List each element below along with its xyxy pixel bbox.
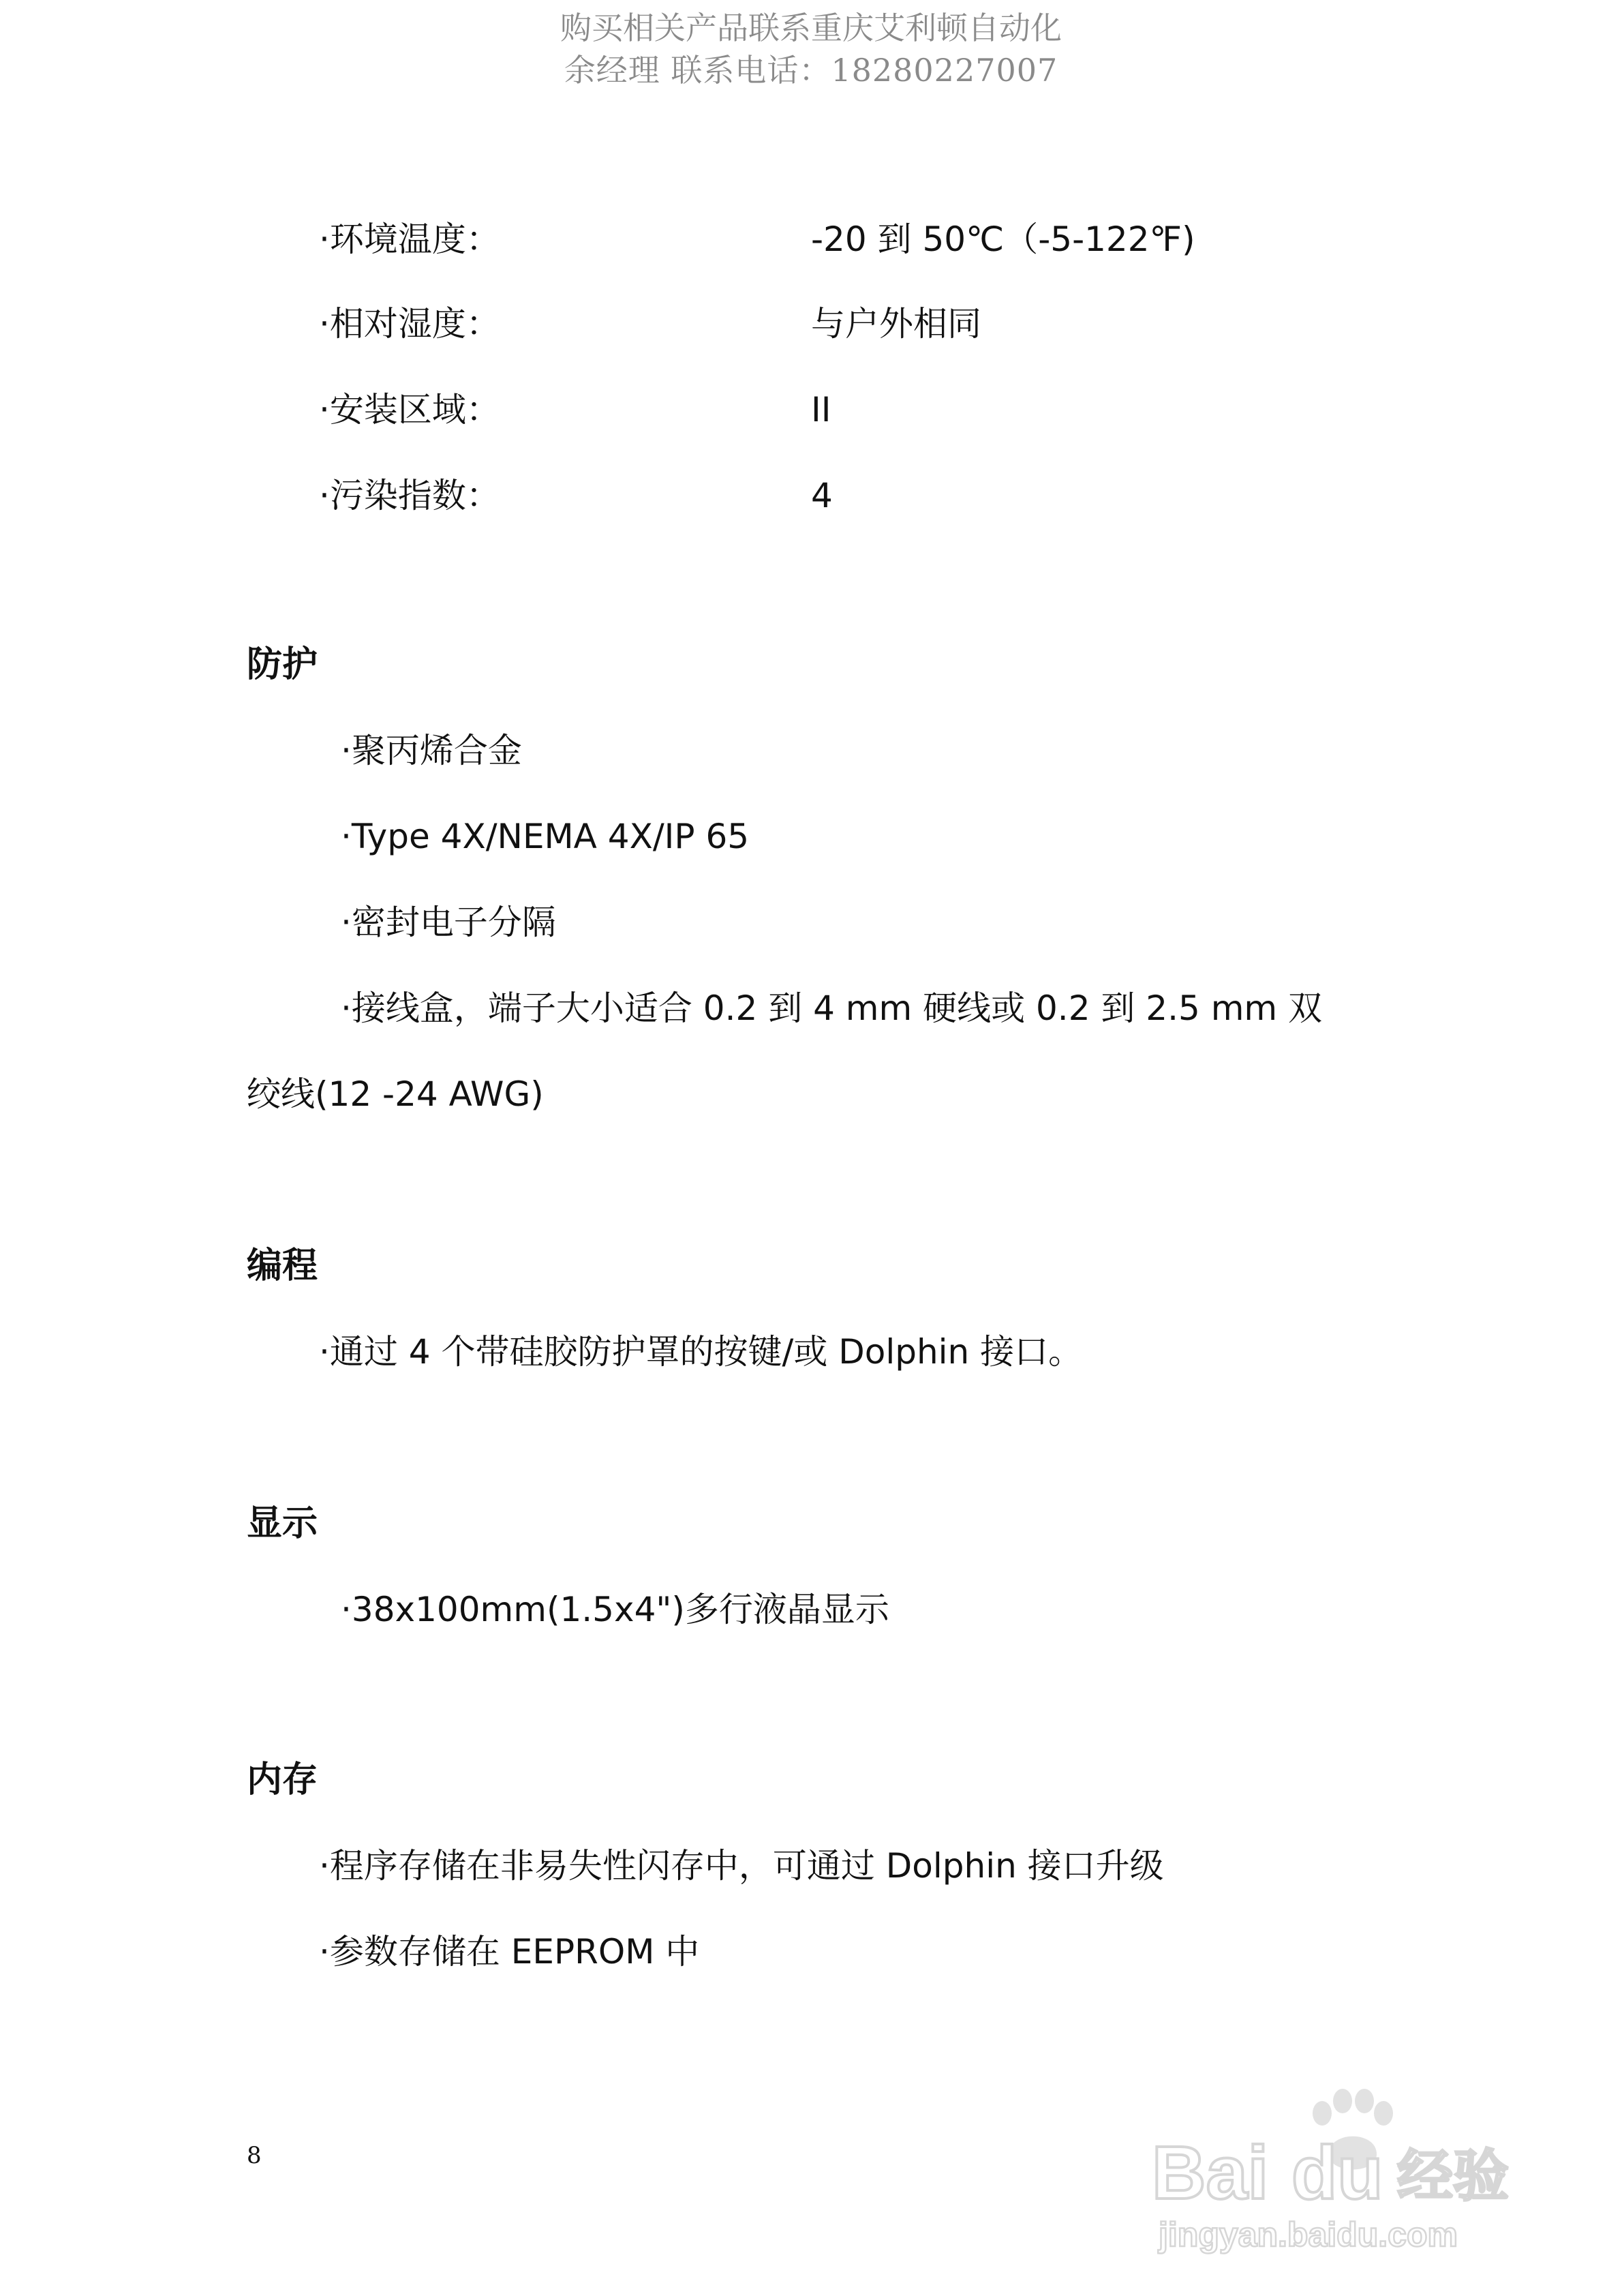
protection-item: ·Type 4X/NEMA 4X/IP 65 — [341, 817, 750, 856]
spec-label-pollution-degree: ·污染指数： — [319, 476, 500, 515]
page-number: 8 — [247, 2142, 262, 2169]
spec-value-ambient-temperature: -20 到 50℃（-5-122℉) — [811, 220, 1195, 259]
display-item: ·38x100mm(1.5x4")多行液晶显示 — [341, 1590, 889, 1629]
watermark-url: jingyan.baidu.com — [1159, 2216, 1458, 2254]
memory-item: ·参数存储在 EEPROM 中 — [319, 1932, 700, 1972]
svg-text:Bai: Bai — [1152, 2131, 1269, 2215]
section-heading-programming: 编程 — [247, 1245, 318, 1286]
baidu-logo-text — [1152, 2131, 1383, 2215]
memory-item: ·程序存储在非易失性闪存中，可通过 Dolphin 接口升级 — [319, 1846, 1164, 1886]
jingyan-logo-text: 经验 — [1397, 2144, 1510, 2209]
header-line-2: 余经理 联系电话：18280227007 — [564, 52, 1058, 89]
protection-item: ·聚丙烯合金 — [341, 731, 522, 770]
protection-item: ·密封电子分隔 — [341, 903, 556, 942]
section-heading-display: 显示 — [247, 1503, 318, 1544]
header-line-1: 购买相关产品联系重庆艾利顿自动化 — [560, 10, 1062, 46]
baidu-jingyan-watermark — [1152, 2072, 1533, 2256]
spec-value-installation-category: II — [811, 390, 831, 429]
programming-item: ·通过 4 个带硅胶防护罩的按键/或 Dolphin 接口。 — [319, 1332, 1083, 1372]
spec-value-pollution-degree: 4 — [811, 476, 833, 515]
protection-item: ·接线盒，端子大小适合 0.2 到 4 mm 硬线或 0.2 到 2.5 mm 双 — [341, 988, 1323, 1028]
spec-label-relative-humidity: ·相对湿度： — [319, 304, 500, 344]
section-heading-memory: 内存 — [247, 1759, 318, 1800]
spec-label-installation-category: ·安装区域： — [319, 390, 500, 429]
protection-item-continued: 绞线(12 -24 AWG) — [247, 1074, 544, 1114]
spec-label-ambient-temperature: ·环境温度： — [319, 220, 500, 259]
svg-text:du: du — [1291, 2131, 1383, 2215]
spec-value-relative-humidity: 与户外相同 — [811, 304, 981, 344]
page-header — [0, 7, 1622, 91]
section-heading-protection: 防护 — [247, 644, 318, 685]
